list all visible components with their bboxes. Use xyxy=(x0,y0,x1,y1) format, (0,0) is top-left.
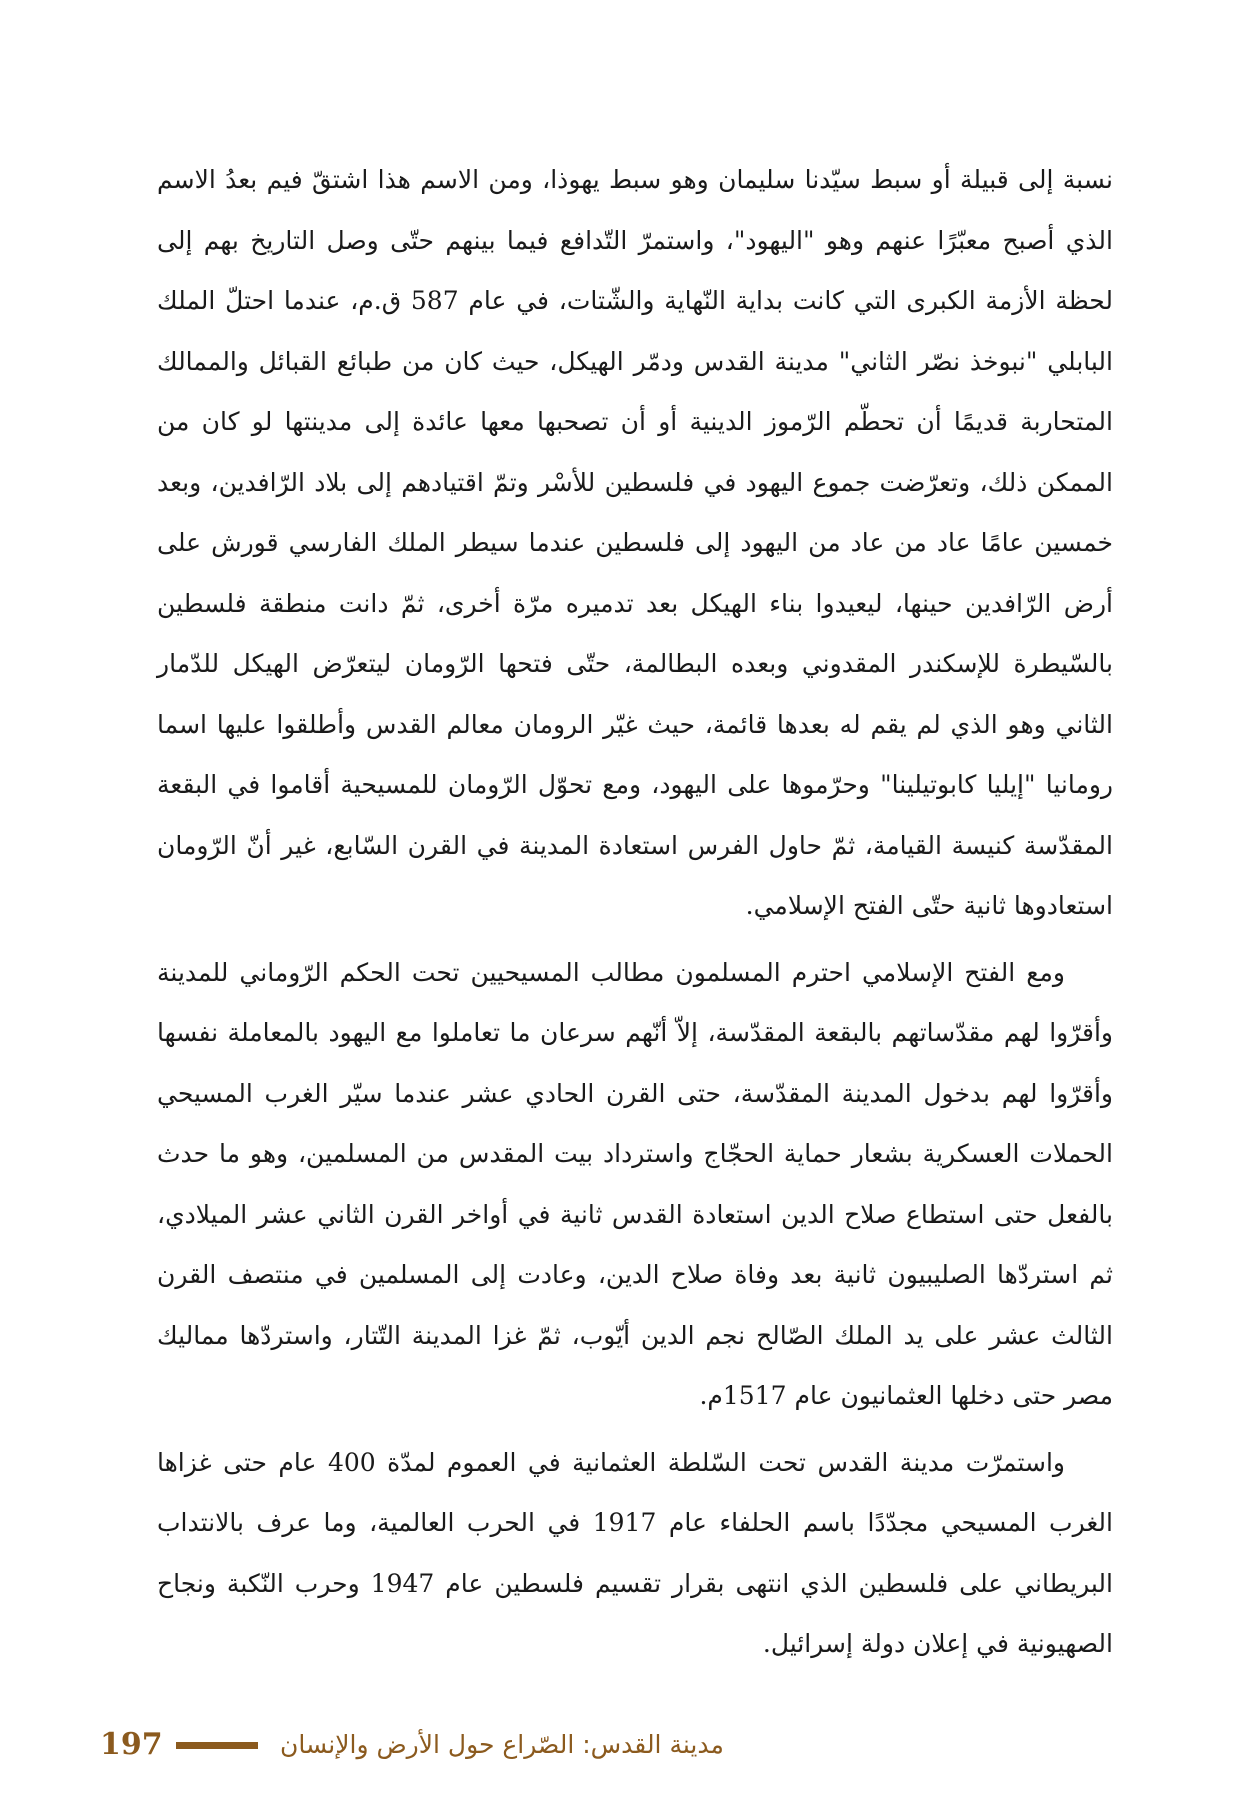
paragraph-2: ومع الفتح الإسلامي احترم المسلمون مطالب المسيحيين تحت الحكم الرّوماني للمدينة وأقرّوا لهم مقدّساتهم بالبقعة المقدّسة، إلاّ أنّهم سرعان ما تعاملوا مع اليهود بالمعاملة نفسها وأقرّوا لهم بدخول المدينة المقدّسة، حتى القرن الحادي عشر عندما سيّر الغرب المسيحي الحملات العسكرية بشعار حماية الحجّاج واسترداد بيت المقدس من المسلمين، وهو ما حدث بالفعل حتى استطاع صلاح الدين استعادة القدس ثانية في أواخر القرن الثاني عشر الميلادي، ثم استردّها الصليبيون ثانية بعد وفاة صلاح الدين، وعادت إلى المسلمين في منتصف القرن الثالث عشر على يد الملك الصّالح نجم الدين أيّوب، ثمّ غزا المدينة التّتار، واستردّها مماليك مصر حتى دخلها العثمانيون عام 1517م. xyxy=(157,957,1113,1410)
page-footer xyxy=(100,1725,1140,1765)
paragraph-1: نسبة إلى قبيلة أو سبط سيّدنا سليمان وهو سبط يهوذا، ومن الاسم هذا اشتقّ فيم بعدُ الاسم الذي أصبح معبّرًا عنهم وهو "اليهود"، واستمرّ التّدافع فيما بينهم حتّى وصل التاريخ بهم إلى لحظة الأزمة الكبرى التي كانت بداية النّهاية والشّتات، في عام 587 ق.م، عندما احتلّ الملك البابلي "نبوخذ نصّر الثاني" مدينة القدس ودمّر الهيكل، حيث كان من طبائع القبائل والممالك المتحاربة قديمًا أن تحطّم الرّموز الدينية أو أن تصحبها معها عائدة إلى مدينتها لو كان من الممكن ذلك، وتعرّضت جموع اليهود في فلسطين للأسْر وتمّ اقتيادهم إلى بلاد الرّافدين، وبعد خمسين عامًا عاد من عاد من اليهود إلى فلسطين عندما سيطر الملك الفارسي قورش على أرض الرّافدين حينها، ليعيدوا بناء الهيكل بعد تدميره مرّة أخرى، ثمّ دانت منطقة فلسطين بالسّيطرة للإسكندر المقدوني وبعده البطالمة، حتّى فتحها الرّومان ليتعرّض الهيكل للدّمار الثاني وهو الذي لم يقم له بعدها قائمة، حيث غيّر الرومان معالم القدس وأطلقوا عليها اسما رومانيا "إيليا كابوتيلينا" وحرّموها على اليهود، ومع تحوّل الرّومان للمسيحية أقاموا في البقعة المقدّسة كنيسة القيامة، ثمّ حاول الفرس استعادة المدينة في القرن السّابع، غير أنّ الرّومان استعادوها ثانية حتّى الفتح الإسلامي. xyxy=(157,165,1113,920)
page-number: 197 xyxy=(100,1727,163,1762)
running-title: مدينة القدس: الصّراع حول الأرض والإنسان xyxy=(280,1730,724,1759)
paragraph-3: واستمرّت مدينة القدس تحت السّلطة العثمانية في العموم لمدّة 400 عام حتى غزاها الغرب المسيحي مجدّدًا باسم الحلفاء عام 1917 في الحرب العالمية، وما عرف بالانتداب البريطاني على فلسطين الذي انتهى بقرار تقسيم فلسطين عام 1947 وحرب النّكبة ونجاح الصهيونية في إعلان دولة إسرائيل. xyxy=(157,1447,1113,1658)
footer-rule xyxy=(176,1742,258,1749)
body-text xyxy=(157,150,1113,1675)
